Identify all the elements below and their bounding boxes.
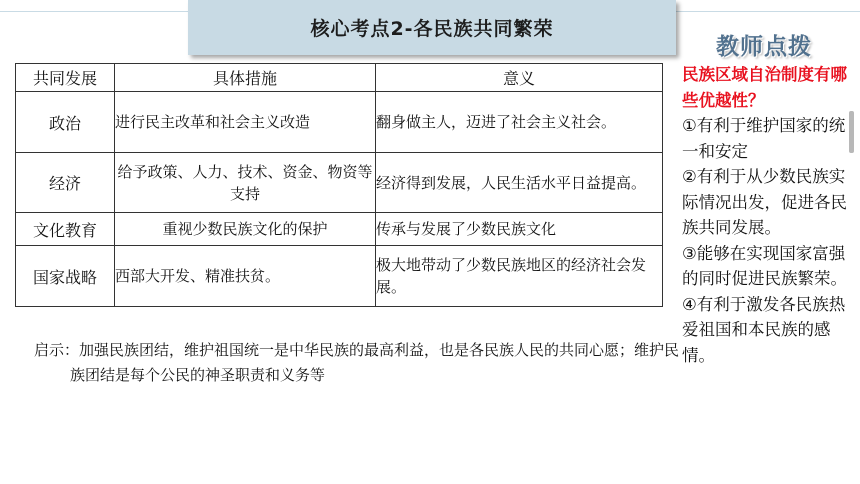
row-significance [376,246,663,307]
header-area: 共同发展 [16,64,115,92]
row-significance-text: 传承与发展了少数民族文化 [376,220,557,238]
tips-item-2: ②有利于从少数民族实际情况出发，促进各民族共同发展。 [682,167,847,237]
row-measure [115,246,376,307]
row-measure-text: 西部大开发、精准扶贫。 [115,267,281,285]
row-measure [115,213,376,246]
insight-text: 启示：加强民族团结，维护祖国统一是中华民族的最高利益，也是各民族人民的共同心愿；维护民族团结是每个公民的神圣职责和义务等 [34,341,680,384]
teacher-tips-badge: 教师点拨 [716,34,812,60]
table-row [16,92,663,153]
row-area: 政治 [16,92,115,153]
header-measure: 具体措施 [115,64,376,92]
table-row [16,213,663,246]
header-significance: 意义 [376,64,663,92]
row-significance [376,92,663,153]
row-area: 经济 [16,153,115,213]
page-title: 核心考点2-各民族共同繁荣 [310,18,554,40]
tips-item-4: ④有利于激发各民族热爱祖国和本民族的感情。 [682,294,846,365]
tips-question: 民族区域自治制度有哪些优越性？ [682,65,847,110]
row-measure-text: 给予政策、人力、技术、资金、物资等支持 [117,162,373,203]
title-banner [188,0,676,55]
table-row [16,153,663,213]
row-significance [376,213,663,246]
row-measure-text: 重视少数民族文化的保护 [162,220,328,238]
row-measure [115,92,376,153]
row-significance-text: 翻身做主人，迈进了社会主义社会。 [376,113,617,131]
row-significance-text: 极大地带动了少数民族地区的经济社会发展。 [376,256,647,296]
development-table [15,63,663,307]
row-measure [115,153,376,213]
scrollbar-thumb[interactable] [849,111,854,153]
row-measure-text: 进行民主改革和社会主义改造 [115,113,311,131]
row-area: 国家战略 [16,246,115,307]
row-area: 文化教育 [16,213,115,246]
table-row [16,246,663,307]
row-significance-text: 经济得到发展，人民生活水平日益提高。 [376,173,647,192]
tips-item-3: ③能够在实现国家富强的同时促进民族繁荣。 [682,243,847,288]
tips-item-1: ①有利于维护国家的统一和安定 [682,116,846,161]
tips-panel [682,62,854,368]
table-header-row [16,64,663,92]
row-significance [376,153,663,213]
